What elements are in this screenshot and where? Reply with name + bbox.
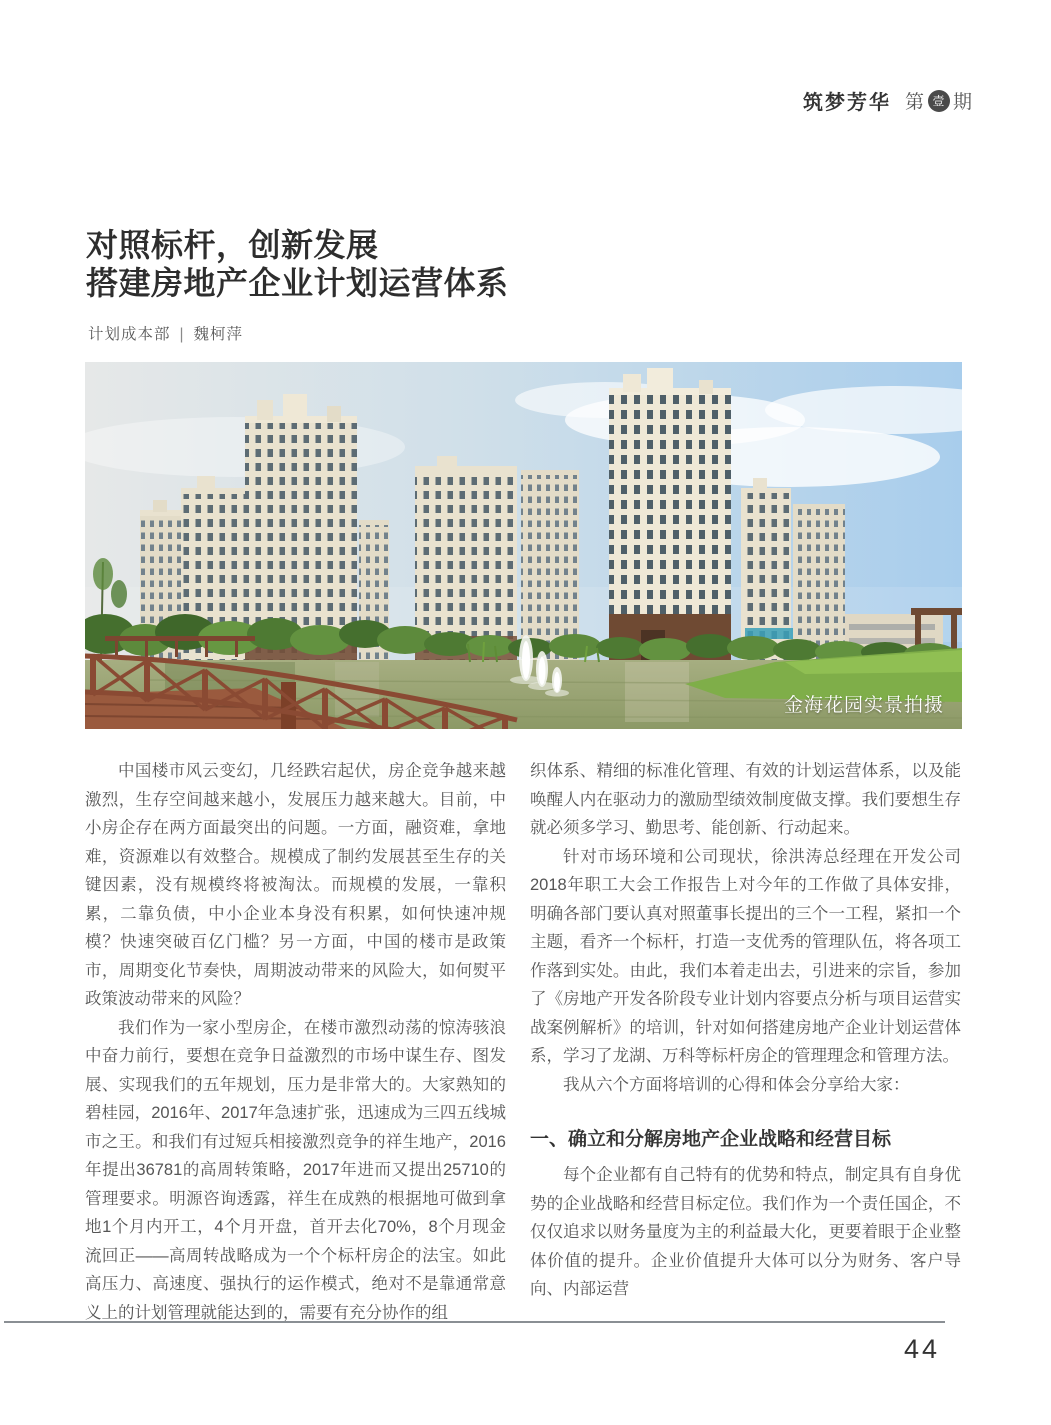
footer-rule	[4, 1321, 945, 1323]
section-heading-1: 一、确立和分解房地产企业战略和经营目标	[530, 1129, 892, 1150]
page-header	[803, 86, 973, 115]
paragraph-2-continued: 织体系、精细的标准化管理、有效的计划运营体系，以及能唤醒人内在驱动力的激励型绩效制度做支撑。我们要想生存就必须多学习、勤思考、能创新、行动起来。	[530, 762, 961, 837]
article-title-line2: 搭建房地产企业计划运营体系	[86, 265, 509, 301]
magazine-title: 筑梦芳华	[802, 92, 891, 114]
issue-seal-character: 壹	[932, 93, 946, 108]
issue-seal-icon	[928, 90, 950, 112]
issue-suffix: 期	[952, 92, 973, 113]
page-number: 44	[903, 1334, 940, 1364]
byline-separator: |	[179, 326, 185, 343]
project-photo-illustration	[85, 362, 962, 729]
paragraph-5: 每个企业都有自己特有的优势和特点，制定具有自身优势的企业战略和经营目标定位。我们作为一个责任国企，不仅仅追求以财务量度为主的利益最大化，更要着眼于企业整体价值的提升。企业价值提升大体可以分为财务、客户导向、内部运营	[530, 1166, 961, 1298]
byline	[88, 322, 243, 344]
paragraph-2: 我们作为一家小型房企，在楼市激烈动荡的惊涛骇浪中奋力前行，要想在竞争日益激烈的市场中谋生存、图发展、实现我们的五年规划，压力是非常大的。大家熟知的碧桂园，2016年、2017年急速扩张，迅速成为三四五线城市之王。和我们有过短兵相接激烈竞争的祥生地产，2016年提出36781的高周转策略，2017年进而又提出25710的管理要求。明源咨询透露，祥生在成熟的根据地可做到拿地1个月内开工，4个月开盘，首开去化70%，8个月现金流回正——高周转战略成为一个个标杆房企的法宝。如此高压力、高速度、强执行的运作模式，绝对不是靠通常意义上的计划管理就能达到的，需要有充分协作的组	[85, 1018, 506, 1322]
article-title	[86, 226, 509, 302]
issue-prefix: 第	[904, 92, 925, 113]
paragraph-4: 我从六个方面将培训的心得和体会分享给大家：	[563, 1075, 910, 1094]
byline-department: 计划成本部	[88, 326, 171, 343]
byline-author: 魏柯萍	[193, 326, 244, 343]
paragraph-1: 中国楼市风云变幻，几经跌宕起伏，房企竞争越来越激烈，生存空间越来越小，发展压力越来越大。目前，中小房企存在两方面最突出的问题。一方面，融资难，拿地难，资源难以有效整合。规模成了制约发展甚至生存的关键因素，没有规模终将被淘汰。而规模的发展，一靠积累，二靠负债，中小企业本身没有积累，如何快速冲规模？快速突破百亿门槛？另一方面，中国的楼市是政策市，周期变化节奏快，周期波动带来的风险大，如何熨平政策波动带来的风险？	[85, 762, 506, 1008]
body-left-column	[85, 757, 506, 1327]
body-right-column	[530, 757, 961, 1304]
article-title-line1: 对照标杆，创新发展	[86, 227, 379, 263]
project-photo	[85, 362, 962, 729]
photo-caption: 金海花园实景拍摄	[783, 695, 944, 716]
paragraph-3: 针对市场环境和公司现状，徐洪涛总经理在开发公司2018年职工大会工作报告上对今年的工作做了具体安排，明确各部门要认真对照董事长提出的三个一工程，紧扣一个主题，看齐一个标杆，打造一支优秀的管理队伍，将各项工作落到实处。由此，我们本着走出去，引进来的宗旨，参加了《房地产开发各阶段专业计划内容要点分析与项目运营实战案例解析》的培训，针对如何搭建房地产企业计划运营体系，学习了龙湖、万科等标杆房企的管理理念和管理方法。	[530, 847, 961, 1065]
issue-label	[905, 87, 973, 114]
